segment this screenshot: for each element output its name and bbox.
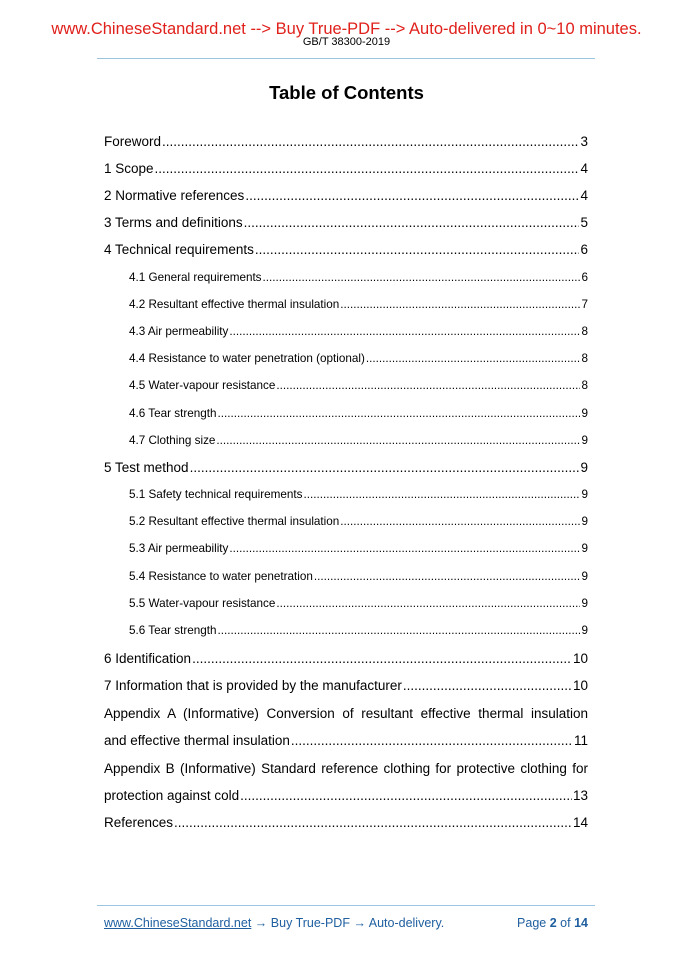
toc-entry-appendix-b[interactable]: Appendix B (Informative) Standard reference clothing for protective clothing for — [104, 761, 588, 776]
toc-page: 6 — [580, 242, 588, 257]
toc-subentry[interactable] — [129, 379, 588, 392]
toc-leader — [190, 460, 580, 475]
toc-leader — [340, 298, 580, 311]
toc-leader — [244, 215, 580, 230]
toc-leader — [229, 325, 580, 338]
toc-subentry[interactable] — [129, 624, 588, 637]
toc-entry-appendix-a[interactable]: Appendix A (Informative) Conversion of resultant effective thermal insulation — [104, 706, 588, 721]
toc-entry-references[interactable] — [104, 815, 588, 830]
toc-leader — [174, 815, 572, 830]
toc-leader — [403, 678, 572, 693]
toc-label: 5 Test method — [104, 460, 189, 475]
toc-leader — [366, 352, 581, 365]
toc-leader — [276, 379, 580, 392]
toc-page: 13 — [572, 788, 588, 803]
toc-leader — [303, 488, 580, 501]
toc-page: 10 — [572, 651, 588, 666]
toc-label: 5.4 Resistance to water penetration — [129, 570, 313, 583]
toc-label: 4.3 Air permeability — [129, 325, 229, 338]
toc-entry-terms[interactable] — [104, 215, 588, 230]
footer-delivery-text: Auto-delivery. — [368, 916, 445, 930]
toc-label: and effective thermal insulation — [104, 733, 290, 748]
toc-label: 1 Scope — [104, 161, 154, 176]
toc-label: 5.3 Air permeability — [129, 542, 229, 555]
toc-subentry[interactable] — [129, 271, 588, 284]
header-divider — [97, 58, 595, 59]
toc-subentry[interactable] — [129, 407, 588, 420]
toc-entry-foreword[interactable] — [104, 134, 588, 149]
arrow-right-icon: → — [254, 916, 268, 930]
toc-label: 7 Information that is provided by the manufacturer — [104, 678, 402, 693]
toc-leader — [340, 515, 580, 528]
toc-entry-identification[interactable] — [104, 651, 588, 666]
toc-page: 3 — [580, 134, 588, 149]
toc-page: 8 — [581, 325, 588, 338]
toc-page: 5 — [580, 215, 588, 230]
promo-banner[interactable]: www.ChineseStandard.net --> Buy True-PDF --> Auto-delivered in 0~10 minutes. — [51, 20, 642, 38]
toc-label: 5.5 Water-vapour resistance — [129, 597, 276, 610]
toc-leader — [162, 134, 579, 149]
toc-entry-test-method[interactable] — [104, 460, 588, 475]
page-indicator — [517, 916, 588, 930]
toc-entry-normative-references[interactable] — [104, 188, 588, 203]
toc-entry-appendix-a-continued[interactable] — [104, 733, 588, 748]
toc-label: 5.2 Resultant effective thermal insulation — [129, 515, 340, 528]
toc-label: References — [104, 815, 174, 830]
toc-leader — [155, 161, 580, 176]
toc-page: 9 — [581, 570, 588, 583]
toc-page: 9 — [581, 515, 588, 528]
toc-label: protection against cold — [104, 788, 240, 803]
toc-subentry[interactable] — [129, 597, 588, 610]
toc-page: 9 — [580, 460, 588, 475]
toc-label: Foreword — [104, 134, 162, 149]
toc-page: 8 — [581, 379, 588, 392]
toc-leader — [245, 188, 579, 203]
toc-label: 4.4 Resistance to water penetration (optional) — [129, 352, 365, 365]
toc-label: 5.1 Safety technical requirements — [129, 488, 303, 501]
toc-leader — [314, 570, 581, 583]
toc-subentry[interactable] — [129, 515, 588, 528]
toc-label: 4 Technical requirements — [104, 242, 254, 257]
toc-page: 14 — [572, 815, 588, 830]
toc-page: 9 — [581, 407, 588, 420]
footer-buy-text: Buy True-PDF — [270, 916, 350, 930]
toc-subentry[interactable] — [129, 325, 588, 338]
toc-leader — [216, 434, 580, 447]
toc-label: 4.2 Resultant effective thermal insulation — [129, 298, 340, 311]
toc-page: 9 — [581, 542, 588, 555]
toc-subentry[interactable] — [129, 542, 588, 555]
toc-page: 6 — [581, 271, 588, 284]
toc-leader — [229, 542, 580, 555]
toc-leader — [240, 788, 572, 803]
toc-label: 4.5 Water-vapour resistance — [129, 379, 276, 392]
toc-leader — [276, 597, 580, 610]
toc-subentry[interactable] — [129, 352, 588, 365]
page-word: Page — [517, 916, 547, 930]
toc-page: 9 — [581, 624, 588, 637]
toc-page: 10 — [572, 678, 588, 693]
current-page: 2 — [549, 916, 557, 930]
toc-leader — [255, 242, 580, 257]
toc-leader — [218, 407, 581, 420]
toc-leader — [218, 624, 581, 637]
toc-page: 9 — [581, 597, 588, 610]
toc-subentry[interactable] — [129, 434, 588, 447]
toc-label: 4.7 Clothing size — [129, 434, 216, 447]
arrow-right-icon: → — [353, 916, 366, 930]
footer-site-link[interactable]: www.ChineseStandard.net — [104, 916, 252, 930]
toc-label: 4.6 Tear strength — [129, 407, 217, 420]
toc-label: 5.6 Tear strength — [129, 624, 217, 637]
footer-promo — [104, 916, 444, 930]
toc-leader — [263, 271, 581, 284]
toc-page: 4 — [580, 188, 588, 203]
of-word: of — [560, 916, 571, 930]
toc-entry-scope[interactable] — [104, 161, 588, 176]
toc-label: 3 Terms and definitions — [104, 215, 243, 230]
total-pages: 14 — [574, 916, 588, 930]
toc-subentry[interactable] — [129, 488, 588, 501]
toc-leader — [192, 651, 572, 666]
footer-divider — [97, 905, 595, 906]
toc-page: 8 — [581, 352, 588, 365]
toc-leader — [291, 733, 573, 748]
page-title: Table of Contents — [269, 82, 424, 103]
toc-page: 9 — [581, 488, 588, 501]
toc-page: 4 — [580, 161, 588, 176]
toc-subentry[interactable] — [129, 298, 588, 311]
toc-label: 4.1 General requirements — [129, 271, 262, 284]
toc-entry-manufacturer-information[interactable] — [104, 678, 588, 693]
toc-page: 7 — [581, 298, 588, 311]
toc-page: 11 — [573, 733, 588, 748]
toc-entry-appendix-b-continued[interactable] — [104, 788, 588, 803]
toc-label: 2 Normative references — [104, 188, 245, 203]
page-footer — [104, 916, 588, 930]
toc-entry-technical-requirements[interactable] — [104, 242, 588, 257]
toc-page: 9 — [581, 434, 588, 447]
toc-label: 6 Identification — [104, 651, 192, 666]
toc-subentry[interactable] — [129, 570, 588, 583]
document-code: GB/T 38300-2019 — [302, 36, 391, 48]
